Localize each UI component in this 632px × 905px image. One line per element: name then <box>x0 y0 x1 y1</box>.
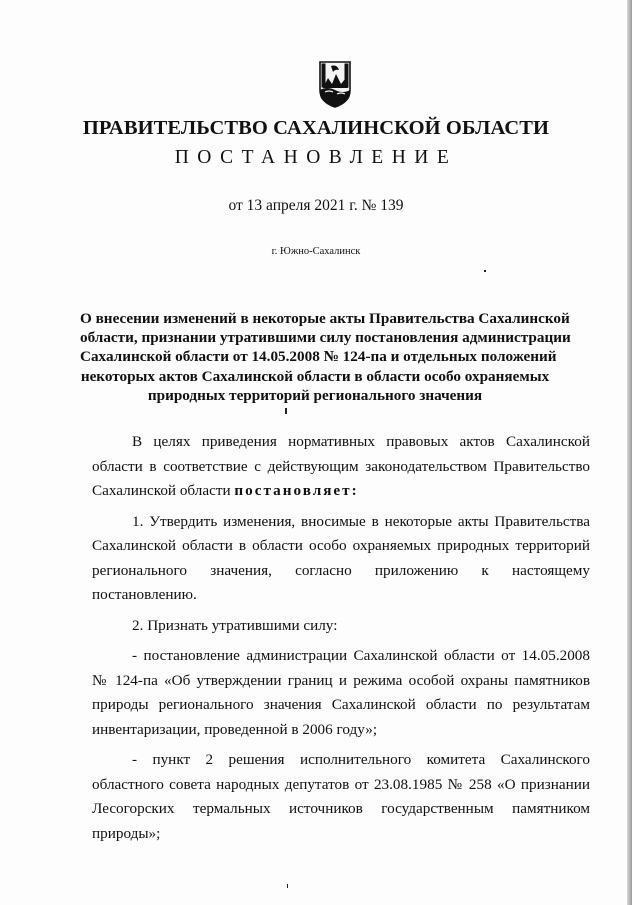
scan-speck <box>285 408 287 414</box>
item-2a-paragraph: - постановление администрации Сахалинской области от 14.05.2008 № 124-па «Об утверждении границ и режима особой охраны памятников природы регионального значения Сахалинской области по результатам инвентаризации, проведенной в 2006 году»; <box>92 647 590 738</box>
item-1-paragraph: 1. Утвердить изменения, вносимые в некоторые акты Правительства Сахалинской области в области особо охраняемых природных территорий регионального значения, согласно приложению к настоящему постановлению. <box>92 512 590 603</box>
document-type: ПОСТАНОВЛЕНИЕ <box>174 147 458 168</box>
document-body <box>92 430 590 852</box>
heading-line: Сахалинской области от 14.05.2008 № 124-па и отдельных положений <box>80 348 557 366</box>
organization-title: ПРАВИТЕЛЬСТВО САХАЛИНСКОЙ ОБЛАСТИ <box>82 117 550 139</box>
document-heading <box>80 309 571 405</box>
heading-line: области, признании утратившими силу постановления администрации <box>80 329 571 347</box>
intro-paragraph <box>92 430 590 504</box>
scan-speck <box>484 270 486 272</box>
item-2b-paragraph: - пункт 2 решения исполнительного комитета Сахалинского областного совета народных депутатов от 23.08.1985 № 258 «О признании Лесогорских термальных источников государственным памятником природы»; <box>92 751 590 842</box>
intro-text: В целях приведения нормативных правовых актов Сахалинской области в соответствие с действующим законодательством Правительство Сахалинской области <box>92 433 590 499</box>
document-city: г. Южно-Сахалинск <box>271 246 361 257</box>
heading-line: некоторых актов Сахалинской области в области особо охраняемых <box>80 367 550 385</box>
heading-line: О внесении изменений в некоторые акты Правительства Сахалинской <box>80 310 570 327</box>
item-2-paragraph: 2. Признать утратившими силу: <box>132 616 338 634</box>
document-date-number: от 13 апреля 2021 г. № 139 <box>228 197 404 214</box>
scan-speck <box>287 884 288 888</box>
resolves-keyword: постановляет: <box>234 482 359 499</box>
heading-line: природных территорий регионального значения <box>147 386 483 404</box>
coat-of-arms-icon <box>318 60 352 108</box>
